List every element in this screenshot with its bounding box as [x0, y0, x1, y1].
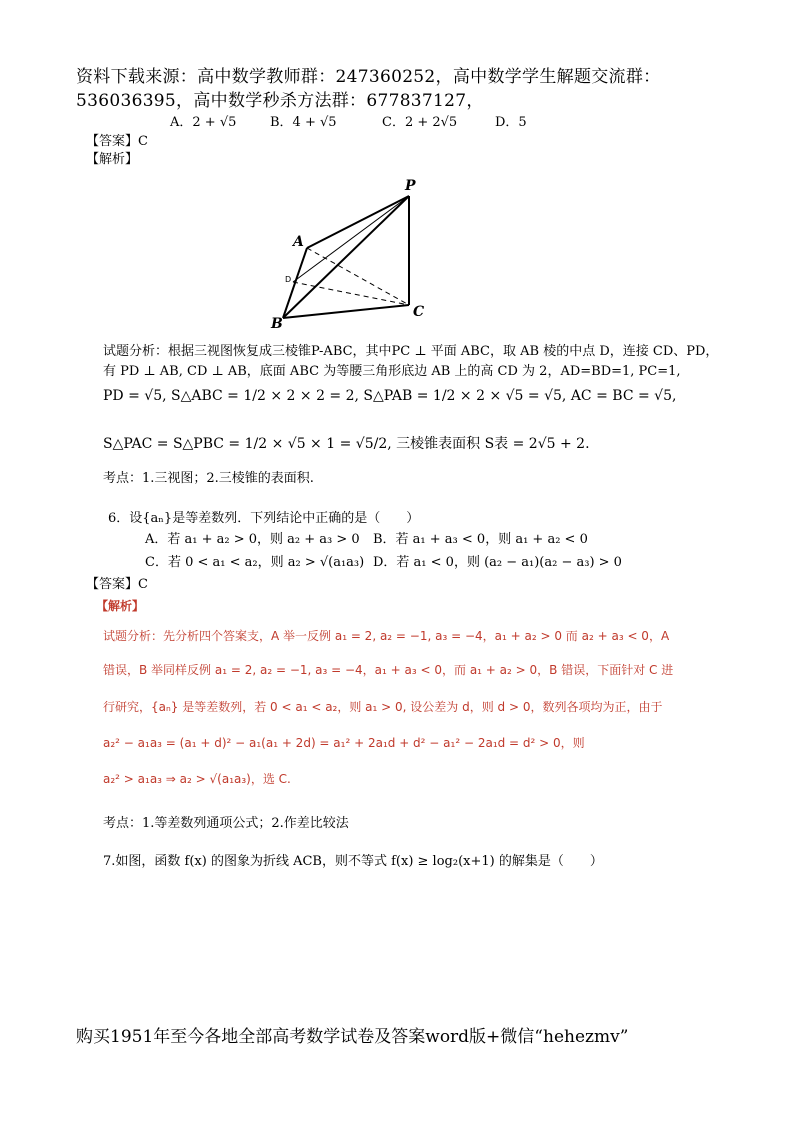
edge-pa	[307, 196, 409, 248]
label-a: A	[293, 234, 304, 250]
q6-stem: 6．设{aₙ}是等差数列．下列结论中正确的是（ ）	[108, 511, 420, 526]
edge-bc	[283, 305, 409, 318]
q6-analysis-line-4: a₂² − a₁a₃ = (a₁ + d)² − a₁(a₁ + 2d) = a₁² + 2a₁d + d² − a₁² − 2a₁d = d² > 0，则	[103, 736, 585, 750]
q6-analysis-label: 【解析】	[96, 599, 145, 613]
q5-option-c: C．2 + 2√5	[382, 115, 458, 130]
q6-analysis-line-2: 错误，B 举同样反例 a₁ = 2, a₂ = −1, a₃ = −4，a₁ + a₃ < 0，而 a₁ + a₂ > 0，B 错误，下面针对 C 进	[103, 663, 674, 677]
label-d: D	[285, 275, 292, 284]
edge-dc	[293, 282, 409, 305]
q5-analysis-line-1: 试题分析：根据三视图恢复成三棱锥P-ABC，其中PC ⊥ 平面 ABC，取 AB 棱的中点 D，连接 CD、PD，	[103, 344, 719, 359]
q6-option-b: B．若 a₁ + a₃ < 0，则 a₁ + a₂ < 0	[373, 532, 588, 547]
q6-kaodian: 考点：1.等差数列通项公式；2.作差比较法	[103, 816, 349, 831]
q5-option-b: B．4 + √5	[270, 115, 337, 130]
q7-stem: 7.如图，函数 f(x) 的图象为折线 ACB，则不等式 f(x) ≥ log₂(x+1) 的解集是（ ）	[103, 854, 603, 869]
q6-analysis-line-3: 行研究，{aₙ} 是等差数列，若 0 < a₁ < a₂，则 a₁ > 0, 设公差为 d，则 d > 0，数列各项均为正，由于	[103, 700, 663, 714]
label-b: B	[271, 316, 283, 330]
q6-analysis-line-5: a₂² > a₁a₃ ⇒ a₂ > √(a₁a₃)，选 C.	[103, 772, 291, 786]
q5-option-a: A．2 + √5	[170, 115, 237, 130]
q6-option-a: A．若 a₁ + a₂ > 0，则 a₂ + a₃ > 0	[145, 532, 360, 547]
q6-option-c: C．若 0 < a₁ < a₂，则 a₂ > √(a₁a₃)	[145, 555, 365, 570]
edge-pb	[283, 196, 409, 318]
label-c: C	[413, 304, 425, 320]
header-line-1: 资料下载来源：高中数学教师群：247360252，高中数学学生解题交流群：	[76, 67, 661, 87]
q5-answer: 【答案】C	[86, 134, 148, 149]
q5-option-d: D．5	[495, 115, 527, 130]
label-p: P	[405, 178, 416, 194]
q6-answer: 【答案】C	[86, 577, 148, 592]
q5-analysis-line-3: PD = √5, S△ABC = 1/2 × 2 × 2 = 2, S△PAB = 1/2 × 2 × √5 = √5, AC = BC = √5,	[103, 388, 677, 404]
q5-analysis-label: 【解析】	[86, 152, 139, 167]
footer-text: 购买1951年至今各地全部高考数学试卷及答案word版+微信“hehezmv”	[76, 1027, 629, 1047]
edge-pd	[293, 196, 409, 282]
q5-analysis-line-2: 有 PD ⊥ AB, CD ⊥ AB，底面 ABC 为等腰三角形底边 AB 上的高 CD 为 2，AD=BD=1, PC=1,	[103, 364, 681, 379]
header-line-2: 536036395，高中数学秒杀方法群：677837127，	[76, 91, 484, 111]
q5-kaodian: 考点：1.三视图；2.三棱锥的表面积.	[103, 471, 314, 486]
q6-option-d: D．若 a₁ < 0，则 (a₂ − a₁)(a₂ − a₃) > 0	[373, 555, 622, 570]
q5-analysis-line-4: S△PAC = S△PBC = 1/2 × √5 × 1 = √5/2, 三棱锥表面积 S表 = 2√5 + 2.	[103, 436, 590, 452]
edge-ac	[307, 248, 409, 305]
q6-analysis-line-1: 试题分析：先分析四个答案支，A 举一反例 a₁ = 2, a₂ = −1, a₃ = −4，a₁ + a₂ > 0 而 a₂ + a₃ < 0，A	[103, 629, 670, 643]
pyramid-figure	[265, 170, 435, 330]
